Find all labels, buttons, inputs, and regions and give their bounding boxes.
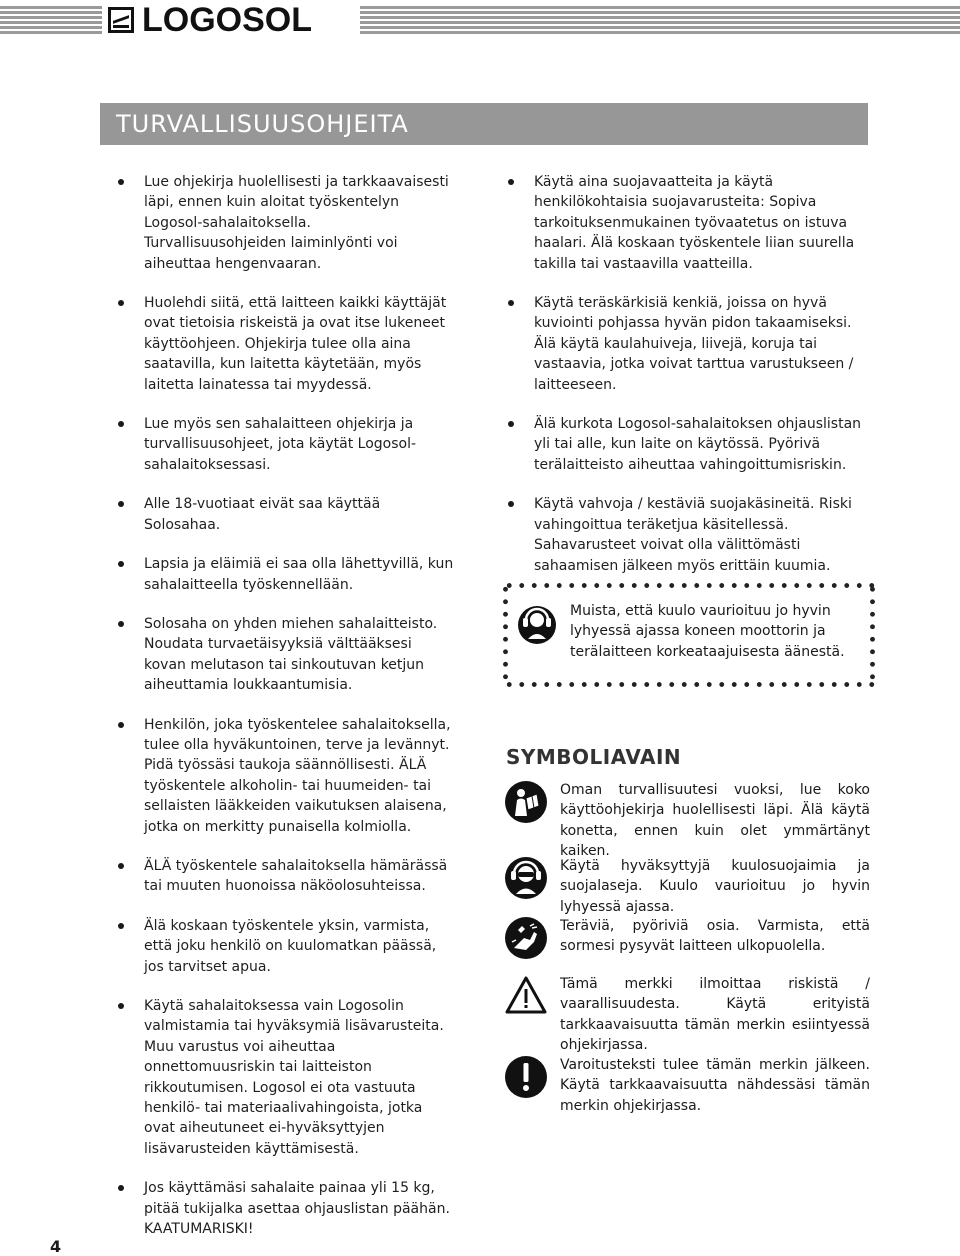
header-stripes-right: [360, 6, 960, 34]
bullet-item: Älä koskaan työskentele yksin, varmista, että joku henkilö on kuulomatkan päässä, jos tarvitset apua.: [118, 916, 456, 977]
bullet-item: Huolehdi siitä, että laitteen kaikki käyttäjät ovat tietoisia riskeistä ja ovat itse lukeneet käyttöohjeen. Ohjekirja tulee olla aina saatavilla, kun laitetta käytetään, myös laitetta lainatessa tai myydessä.: [118, 293, 456, 395]
bullet-item: Käytä vahvoja / kestäviä suojakäsineitä. Riski vahingoittua teräketjua käsitellessä. Sahavarusteet voivat olla välittömästi sahaamisen jälkeen myös erittäin kuumia.: [508, 494, 870, 576]
section-title-band: [100, 103, 868, 145]
bullet-item: Älä kurkota Logosol-sahalaitoksen ohjauslistan yli tai alle, kun laite on käytössä. Pyörivä terälaitteisto aiheuttaa vahingoittumisriskin.: [508, 414, 870, 475]
symbol-text: Oman turvallisuutesi vuoksi, lue koko käyttöohjekirja huolellisesti läpi. Älä käytä konetta, ennen kuin olet ymmärtänyt kaiken.: [560, 782, 870, 860]
bullet-item: Jos käyttämäsi sahalaite painaa yli 15 kg, pitää tukijalka asettaa ohjauslistan päähän. KAATUMARISKI!: [118, 1178, 456, 1239]
dotted-border-left: [503, 583, 508, 687]
symbol-text: Käytä hyväksyttyjä kuulosuojaimia ja suojalaseja. Kuulo vaurioituu jo hyvin lyhyessä ajassa.: [560, 858, 870, 915]
bullet-item: Käytä sahalaitoksessa vain Logosolin valmistamia tai hyväksymiä lisävarusteita. Muu varustus voi aiheuttaa onnettomuusriskin tai laitteiston rikkoutumisen. Logosol ei ota vastuuta henkilö- tai materiaalivahingoista, jotka ovat aiheutuneet ei-hyväksyttyjen lisävarusteiden käyttämisestä.: [118, 996, 456, 1159]
hearing-notice-box: [503, 583, 875, 687]
cutting-hand-icon: [504, 916, 548, 960]
left-column: [118, 172, 456, 1239]
section-title: TURVALLISUUSOHJEITA: [116, 110, 409, 138]
dotted-border-right: [870, 583, 875, 687]
symbol-text: Tämä merkki ilmoittaa riskistä / vaarallisuudesta. Käytä erityistä tarkkaavaisuutta tämän merkin esiintyessä ohjekirjassa.: [560, 976, 870, 1054]
bullet-item: Alle 18-vuotiaat eivät saa käyttää Solosahaa.: [118, 494, 456, 535]
brand-logo: [108, 0, 312, 40]
bullet-item: Solosaha on yhden miehen sahalaitteisto. Noudata turvaetäisyyksiä välttääksesi kovan melutason tai sinkoutuvan ketjun aiheuttamia loukkaantumisia.: [118, 614, 456, 696]
page-number: 4: [50, 1237, 62, 1256]
bullet-item: Henkilön, joka työskentelee sahalaitoksella, tulee olla hyväkuntoinen, terve ja levännyt. Pidä työssäsi taukoja säännöllisesti. ÄLÄ työskentele alkoholin- tai huumeiden- tai sellaisten lääkkeiden vaikutuksen alaisena, jotka on merkitty punaisella kolmiolla.: [118, 715, 456, 837]
header-stripes-left: [0, 6, 102, 34]
bullet-item: Käytä teräskärkisiä kenkiä, joissa on hyvä kuviointi pohjassa hyvän pidon takaamiseksi. Älä käytä kaulahuiveja, liivejä, koruja tai vastaavia, jotka voivat tarttua varustukseen / laitteeseen.: [508, 293, 870, 395]
bullet-item: Käytä aina suojavaatteita ja käytä henkilökohtaisia suojavarusteita: Sopiva tarkoituksenmukainen työvaatetus on istuva haalari. Älä koskaan työskentele liian suurella takilla tai vastaavilla vaatteilla.: [508, 172, 870, 274]
bullet-item: Lapsia ja eläimiä ei saa olla lähettyvillä, kun sahalaitteella työskennellään.: [118, 554, 456, 595]
symbol-text: Teräviä, pyöriviä osia. Varmista, että sormesi pysyvät laitteen ulkopuolella.: [560, 918, 870, 955]
right-column: [508, 172, 870, 576]
warning-triangle-icon: [504, 974, 548, 1018]
bullet-item: Lue ohjekirja huolellisesti ja tarkkaavaisesti läpi, ennen kuin aloitat työskentelyn Logosol-sahalaitoksella. Turvallisuusohjeiden laiminlyönti voi aiheuttaa hengenvaaran.: [118, 172, 456, 274]
symbol-key-heading: SYMBOLIAVAIN: [506, 745, 682, 769]
exclamation-circle-icon: [504, 1055, 548, 1099]
hearing-protection-icon: [517, 605, 557, 645]
notice-text: Muista, että kuulo vaurioituu jo hyvin lyhyessä ajassa koneen moottorin ja terälaitteen korkeataajuisesta äänestä.: [570, 603, 845, 660]
bullet-item: Lue myös sen sahalaitteen ohjekirja ja turvallisuusohjeet, jota käytät Logosol-sahalaitoksessasi.: [118, 414, 456, 475]
read-manual-icon: [504, 780, 548, 824]
dotted-border-bottom: [503, 682, 875, 687]
brand-name: LOGOSOL: [142, 0, 312, 39]
ear-eye-protection-icon: [504, 856, 548, 900]
bullet-item: ÄLÄ työskentele sahalaitoksella hämärässä tai muuten huonoissa näköolosuhteissa.: [118, 856, 456, 897]
dotted-border-top: [503, 583, 875, 588]
symbol-text: Varoitusteksti tulee tämän merkin jälkeen. Käytä tarkkaavaisuutta nähdessäsi tämän merkin ohjekirjassa.: [560, 1057, 870, 1114]
logosol-mark-icon: [108, 7, 134, 33]
